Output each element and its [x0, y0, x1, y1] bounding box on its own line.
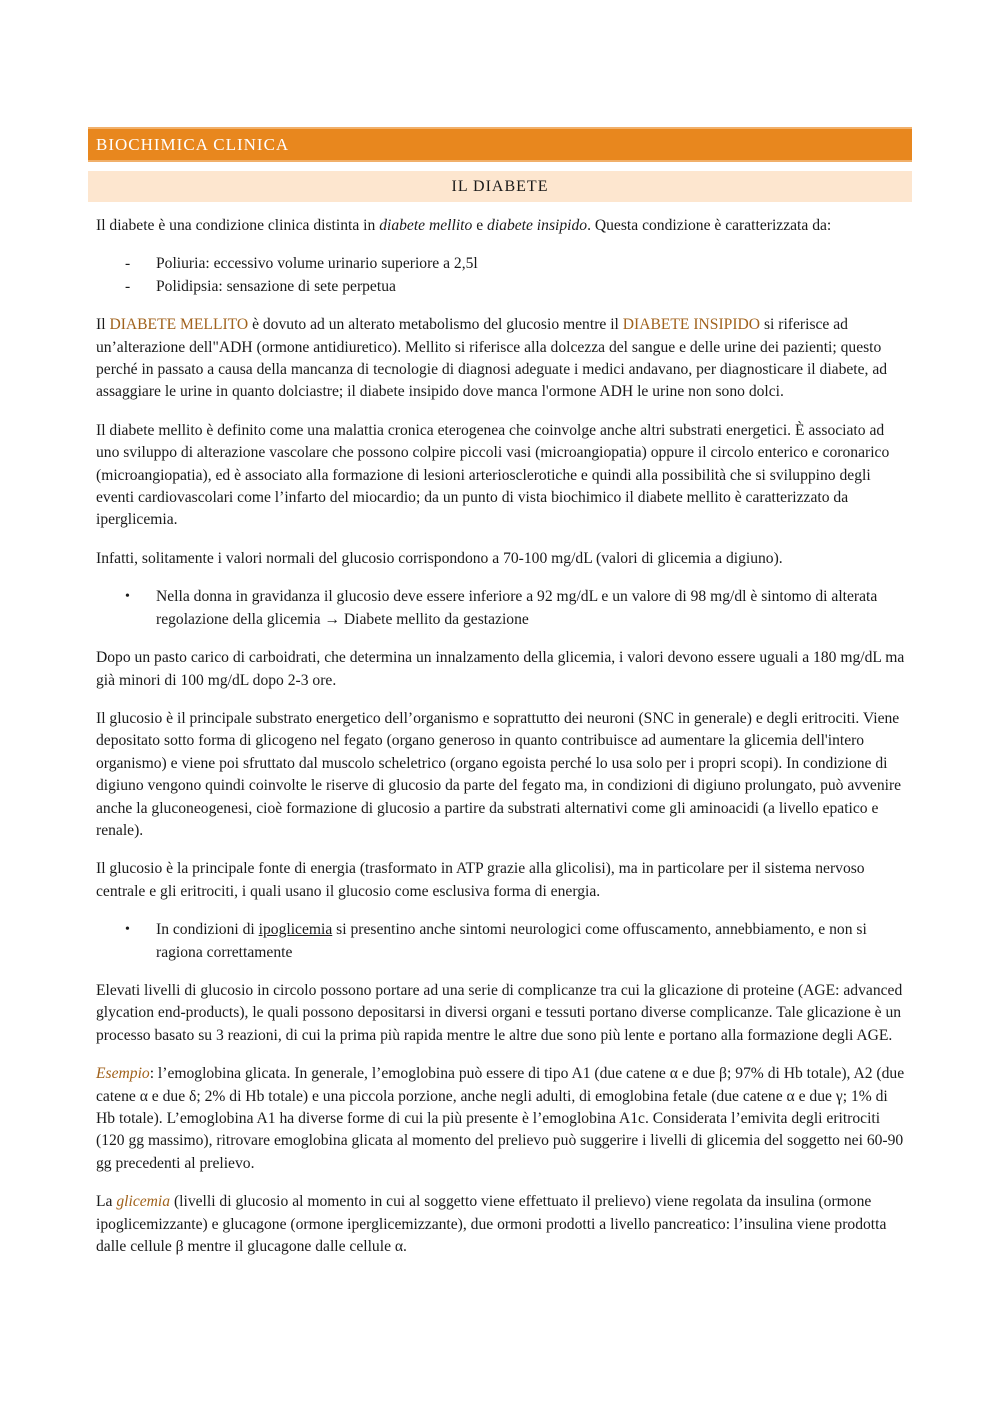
chapter-banner — [88, 171, 912, 202]
bullet-marker: • — [125, 922, 130, 938]
intro-text: Il diabete è una condizione clinica distinta in — [96, 217, 380, 234]
term-ipoglicemia: ipoglicemia — [258, 921, 333, 939]
intro-text: e — [472, 217, 488, 234]
term-glicemia: glicemia — [116, 1193, 171, 1211]
list-item-text: Poliuria: eccessivo volume urinario superiore a 2,5l — [156, 255, 478, 273]
bullet-list-gravidanza — [96, 586, 910, 631]
paragraph-text: : l’emoglobina glicata. In generale, l’emoglobina può essere di tipo A1 (due catene α e due β; 97% di Hb totale), A2 (due catene α e due δ; 2% di Hb totale) e una piccola porzione, anche negli adulti, di emoglobina fetale (due catene α e due γ; 1% di Hb totale). L’emoglobina A1 ha diverse forme di cui la più presente è l’emoglobina A1c. Considerata l’emivita degli eritrociti (120 gg massimo), ritrovare emoglobina glicata al momento del prelievo può suggerire i livelli di glicemia del soggetto nei 60-90 gg precedenti al prelievo. — [96, 1065, 905, 1172]
paragraph-text: Il — [96, 316, 110, 334]
term-diabete-mellito-highlight: DIABETE MELLITO — [109, 316, 249, 334]
chapter-title: IL DIABETE — [451, 178, 549, 195]
term-diabete-insipido-highlight: DIABETE INSIPIDO — [622, 316, 761, 334]
intro-text: . Questa condizione è caratterizzata da: — [587, 217, 832, 234]
symptom-list — [96, 253, 910, 298]
list-item — [96, 919, 910, 964]
paragraph-valori: Infatti, solitamente i valori normali del glucosio corrispondono a 70-100 mg/dL (valori di glicemia a digiuno). — [96, 549, 783, 567]
intro-paragraph — [96, 215, 910, 237]
list-item — [96, 253, 910, 275]
list-item-text: In condizioni di — [156, 921, 259, 939]
paragraph-glicemia — [96, 1191, 910, 1258]
list-item-text: Polidipsia: sensazione di sete perpetua — [156, 277, 396, 295]
paragraph-age: Elevati livelli di glucosio in circolo possono portare ad una serie di complicanze tra cui la glicazione di proteine (AGE: advanced glycation end-products), le quali possono depositarsi in diversi organi e tessuti portano diverse complicanze. Tale glicazione è un processo basato su 3 reazioni, di cui la prima più rapida mentre le altre due sono più lente e portano alla formazione degli AGE. — [96, 981, 903, 1044]
dash-marker: - — [125, 255, 131, 273]
paragraph-substrato: Il glucosio è il principale substrato energetico dell’organismo e soprattutto dei neuroni (SNC in generale) e degli eritrociti. Viene depositato sotto forma di glicogeno nel fegato (organo generoso in quanto contribuisce ad aumentare la glicemia dell'intero organismo) e viene poi sfruttato dal muscolo scheletrico (organo egoista perché lo usa solo per i propri scopi). In condizione di digiuno vengono quindi coinvolte le riserve di glucosio da parte del fegato ma, in condizioni di digiuno prolungato, può avvenire anche la gluconeogenesi, cioè formazione di glucosio a partire da substrati alternativi come gli aminoacidi (a livello epatico e renale). — [96, 709, 902, 839]
paragraph-text: è dovuto ad un alterato metabolismo del glucosio mentre il — [248, 316, 623, 334]
bullet-list-ipoglicemia — [96, 919, 910, 964]
paragraph-text: La — [96, 1193, 117, 1211]
paragraph-text: (livelli di glucosio al momento in cui al soggetto viene effettuato il prelievo) viene regolata da insulina (ormone ipoglicemizzante) e glucagone (ormone iperglicemizzante), due ormoni prodotti a livello pancreatico: l’insulina viene prodotta dalle cellule β mentre il glucagone dalle cellule α. — [96, 1193, 887, 1256]
list-item — [96, 276, 910, 298]
body-text — [88, 202, 912, 1258]
list-item-text: si presentino anche sintomi neurologici come offuscamento, annebbiamento, e non si ragiona correttamente — [156, 921, 867, 961]
page-content — [88, 127, 912, 1258]
section-banner — [88, 127, 912, 162]
paragraph-cronica: Il diabete mellito è definito come una malattia cronica eterogenea che coinvolge anche altri substrati energetici. È associato ad uno sviluppo di alterazione vascolare che possono colpire piccoli vasi (microangiopatia) oppure il circolo enterico e coronarico (microangiopatia), ed è associato alla formazione di lesioni arteriosclerotiche e quindi alla possibilità che si sviluppino degli eventi cardiovascolari come l’infarto del miocardio; da un punto di vista biochimico il diabete mellito è caratterizzato da iperglicemia. — [96, 421, 890, 529]
paragraph-mellito — [96, 314, 910, 404]
list-item — [96, 586, 910, 631]
term-diabete-mellito: diabete mellito — [379, 217, 473, 234]
bullet-marker: • — [125, 589, 130, 605]
term-diabete-insipido: diabete insipido — [487, 217, 588, 234]
paragraph-esempio — [96, 1063, 910, 1175]
term-esempio: Esempio — [96, 1065, 150, 1083]
paragraph-pasto: Dopo un pasto carico di carboidrati, che determina un innalzamento della glicemia, i valori devono essere uguali a 180 mg/dL ma già minori di 100 mg/dL dopo 2-3 ore. — [96, 649, 905, 689]
paragraph-text: si riferisce ad un’alterazione dell"ADH (ormone antidiuretico). Mellito si riferisce alla dolcezza del sangue e delle urine dei pazienti; questo perché in passato a causa della mancanza di tecnologie di diagnosi adeguate i medici andavano, per diagnosticare il diabete, ad assaggiare le urine in quanto dolciastre; il diabete insipido dove manca l'ormone ADH le urine non sono dolci. — [96, 316, 888, 401]
dash-marker: - — [125, 277, 131, 295]
section-title: BIOCHIMICA CLINICA — [96, 135, 290, 154]
paragraph-fonte: Il glucosio è la principale fonte di energia (trasformato in ATP grazie alla glicolisi), ma in particolare per il sistema nervoso centrale e gli eritrociti, i quali usano il glucosio come esclusiva forma di energia. — [96, 860, 865, 900]
list-item-text: Nella donna in gravidanza il glucosio deve essere inferiore a 92 mg/dL e un valore di 98 mg/dl è sintomo di alterata regolazione della glicemia → Diabete mellito da gestazione — [156, 588, 878, 628]
